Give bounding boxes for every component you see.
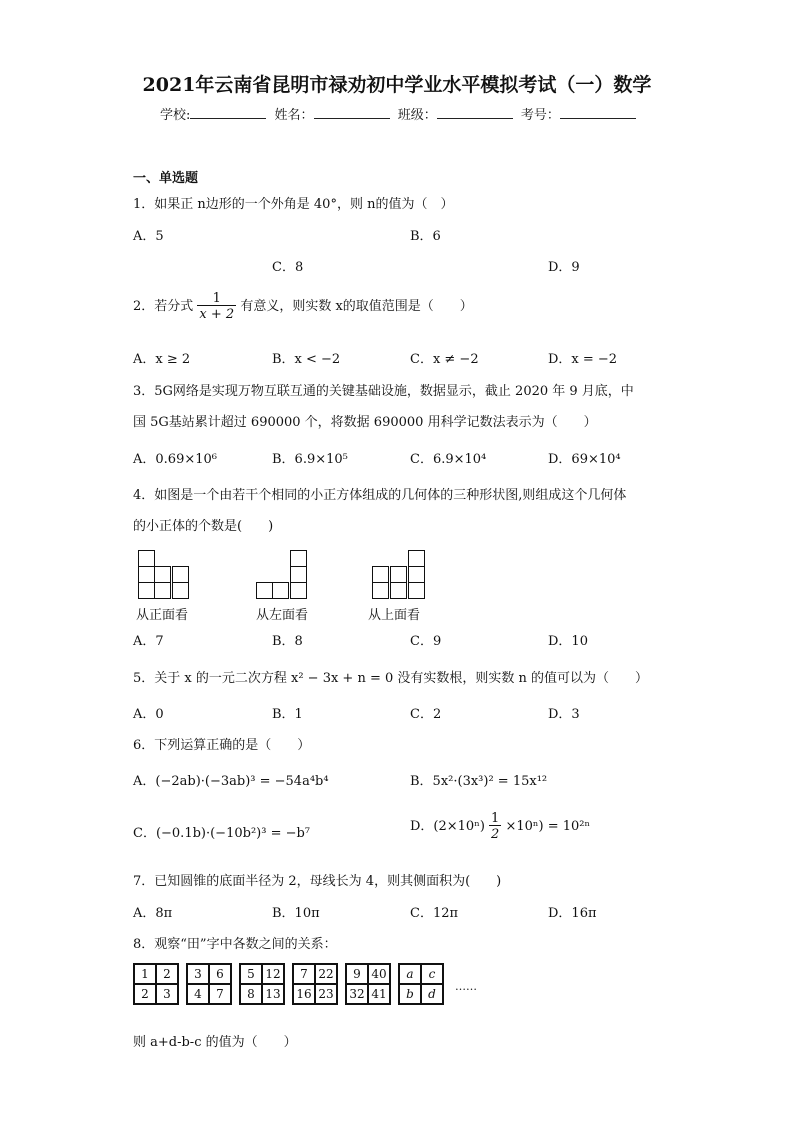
q5-option-d[interactable]: D．3 <box>548 707 580 722</box>
grid-cell: 4 <box>187 984 209 1004</box>
q5-option-b[interactable]: B．1 <box>272 707 303 722</box>
q6-d-denominator: 2 <box>491 827 500 842</box>
q2-option-d[interactable]: D．x = −2 <box>548 352 618 367</box>
q7-option-c[interactable]: C．12π <box>410 906 459 921</box>
q2-denominator: x + 2 <box>199 307 235 322</box>
q3-line1: 3．5G网络是实现万物互联互通的关键基础设施，数据显示，截止 2020 年 9 月底，中 <box>133 384 634 399</box>
grid-cell: 6 <box>209 964 231 984</box>
grid-cell: 13 <box>262 984 284 1004</box>
q4-option-b[interactable]: B．8 <box>272 634 303 649</box>
left-view-label: 从左面看 <box>256 608 309 623</box>
grid-cell: 7 <box>293 964 315 984</box>
q2-option-c[interactable]: C．x ≠ −2 <box>410 352 479 367</box>
name-label: 姓名： <box>274 108 314 123</box>
class-label: 班级： <box>397 108 437 123</box>
exam-no-label: 考号： <box>520 108 560 123</box>
grid-cell: d <box>421 984 443 1004</box>
grid-cell: 3 <box>187 964 209 984</box>
top-view-label: 从上面看 <box>368 608 421 623</box>
q6-stem: 6．下列运算正确的是（ ） <box>133 738 311 753</box>
grid-cell: 3 <box>156 984 178 1004</box>
grid-cell: c <box>421 964 443 984</box>
tian-grid <box>345 963 391 1005</box>
page-title: 2021年云南省昆明市禄劝初中学业水平模拟考试（一）数学 <box>142 74 652 96</box>
q7-option-a[interactable]: A．8π <box>133 906 173 921</box>
q4-line2: 的小正体的个数是( ) <box>133 519 274 534</box>
school-blank[interactable] <box>190 106 266 119</box>
grid-cell: 40 <box>368 964 390 984</box>
q8-stem: 8．观察“田”字中各数之间的关系： <box>133 937 337 952</box>
q1-option-b[interactable]: B．6 <box>410 229 441 244</box>
q2-numerator: 1 <box>212 291 221 306</box>
grid-cell: 32 <box>346 984 368 1004</box>
tian-grid <box>239 963 285 1005</box>
name-blank[interactable] <box>314 106 390 119</box>
q6-option-d[interactable] <box>410 812 590 841</box>
q3-line2: 国 5G基站累计超过 690000 个，将数据 690000 用科学记数法表示为（ ） <box>133 415 597 430</box>
q4-option-d[interactable]: D．10 <box>548 634 588 649</box>
q2-post: 有意义，则实数 x的取值范围是（ ） <box>240 299 473 314</box>
q1-option-d[interactable]: D．9 <box>548 260 580 275</box>
grid-cell: 8 <box>240 984 262 1004</box>
q2-pre: 2．若分式 <box>133 299 194 314</box>
tian-grid <box>398 963 444 1005</box>
tian-grid <box>292 963 338 1005</box>
tian-grid <box>186 963 232 1005</box>
q3-option-b[interactable]: B．6.9×10⁵ <box>272 452 348 467</box>
grid-cell: 12 <box>262 964 284 984</box>
grid-cell: 7 <box>209 984 231 1004</box>
section-heading: 一、单选题 <box>133 171 199 186</box>
q3-option-a[interactable]: A．0.69×10⁶ <box>133 452 217 467</box>
grid-cell: 23 <box>315 984 337 1004</box>
tian-grid <box>133 963 179 1005</box>
q2-fraction <box>197 292 236 321</box>
q6-option-a[interactable]: A．(−2ab)·(−3ab)³ = −54a⁴b⁴ <box>133 774 329 789</box>
q8-question: 则 a+d-b-c 的值为（ ） <box>133 1035 297 1050</box>
q5-option-a[interactable]: A．0 <box>133 707 164 722</box>
q1-option-a[interactable]: A．5 <box>133 229 164 244</box>
q2-option-a[interactable]: A．x ≥ 2 <box>133 352 191 367</box>
q4-line1: 4．如图是一个由若干个相同的小正方体组成的几何体的三种形状图,则组成这个几何体 <box>133 488 627 503</box>
q7-stem: 7．已知圆锥的底面半径为 2，母线长为 4，则其侧面积为( ) <box>133 874 502 889</box>
q2-stem <box>133 292 473 321</box>
q6-d-pre: D．(2×10ⁿ) <box>410 819 485 834</box>
q5-option-c[interactable]: C．2 <box>410 707 442 722</box>
grid-cell: 2 <box>156 964 178 984</box>
q3-option-d[interactable]: D．69×10⁴ <box>548 452 621 467</box>
q8-ellipsis: …… <box>455 980 477 993</box>
grid-cell: 1 <box>134 964 156 984</box>
grid-cell: 41 <box>368 984 390 1004</box>
grid-cell: 16 <box>293 984 315 1004</box>
grid-cell: 2 <box>134 984 156 1004</box>
grid-cell: 9 <box>346 964 368 984</box>
front-view-label: 从正面看 <box>136 608 189 623</box>
q3-option-c[interactable]: C．6.9×10⁴ <box>410 452 487 467</box>
q6-option-c[interactable]: C．(−0.1b)·(−10b²)³ = −b⁷ <box>133 826 311 841</box>
q2-option-b[interactable]: B．x < −2 <box>272 352 341 367</box>
class-blank[interactable] <box>437 106 513 119</box>
q6-option-b[interactable]: B．5x²·(3x³)² = 15x¹² <box>410 774 548 789</box>
q4-option-a[interactable]: A．7 <box>133 634 164 649</box>
school-label: 学校: <box>160 108 191 123</box>
q1-option-c[interactable]: C．8 <box>272 260 304 275</box>
q1-stem: 1．如果正 n边形的一个外角是 40°，则 n的值为（ ） <box>133 197 454 212</box>
grid-cell: 5 <box>240 964 262 984</box>
grid-cell: 22 <box>315 964 337 984</box>
exam-no-blank[interactable] <box>560 106 636 119</box>
student-info <box>160 104 640 123</box>
q4-option-c[interactable]: C．9 <box>410 634 442 649</box>
grid-cell: b <box>399 984 421 1004</box>
q7-option-b[interactable]: B．10π <box>272 906 320 921</box>
q6-d-fraction <box>489 812 501 841</box>
q6-d-numerator: 1 <box>491 811 500 826</box>
q5-stem: 5．关于 x 的一元二次方程 x² − 3x + n = 0 没有实数根，则实数 n 的值可以为（ ） <box>133 671 649 686</box>
q6-d-post: ×10ⁿ) = 10²ⁿ <box>505 819 591 834</box>
grid-cell: a <box>399 964 421 984</box>
q7-option-d[interactable]: D．16π <box>548 906 597 921</box>
